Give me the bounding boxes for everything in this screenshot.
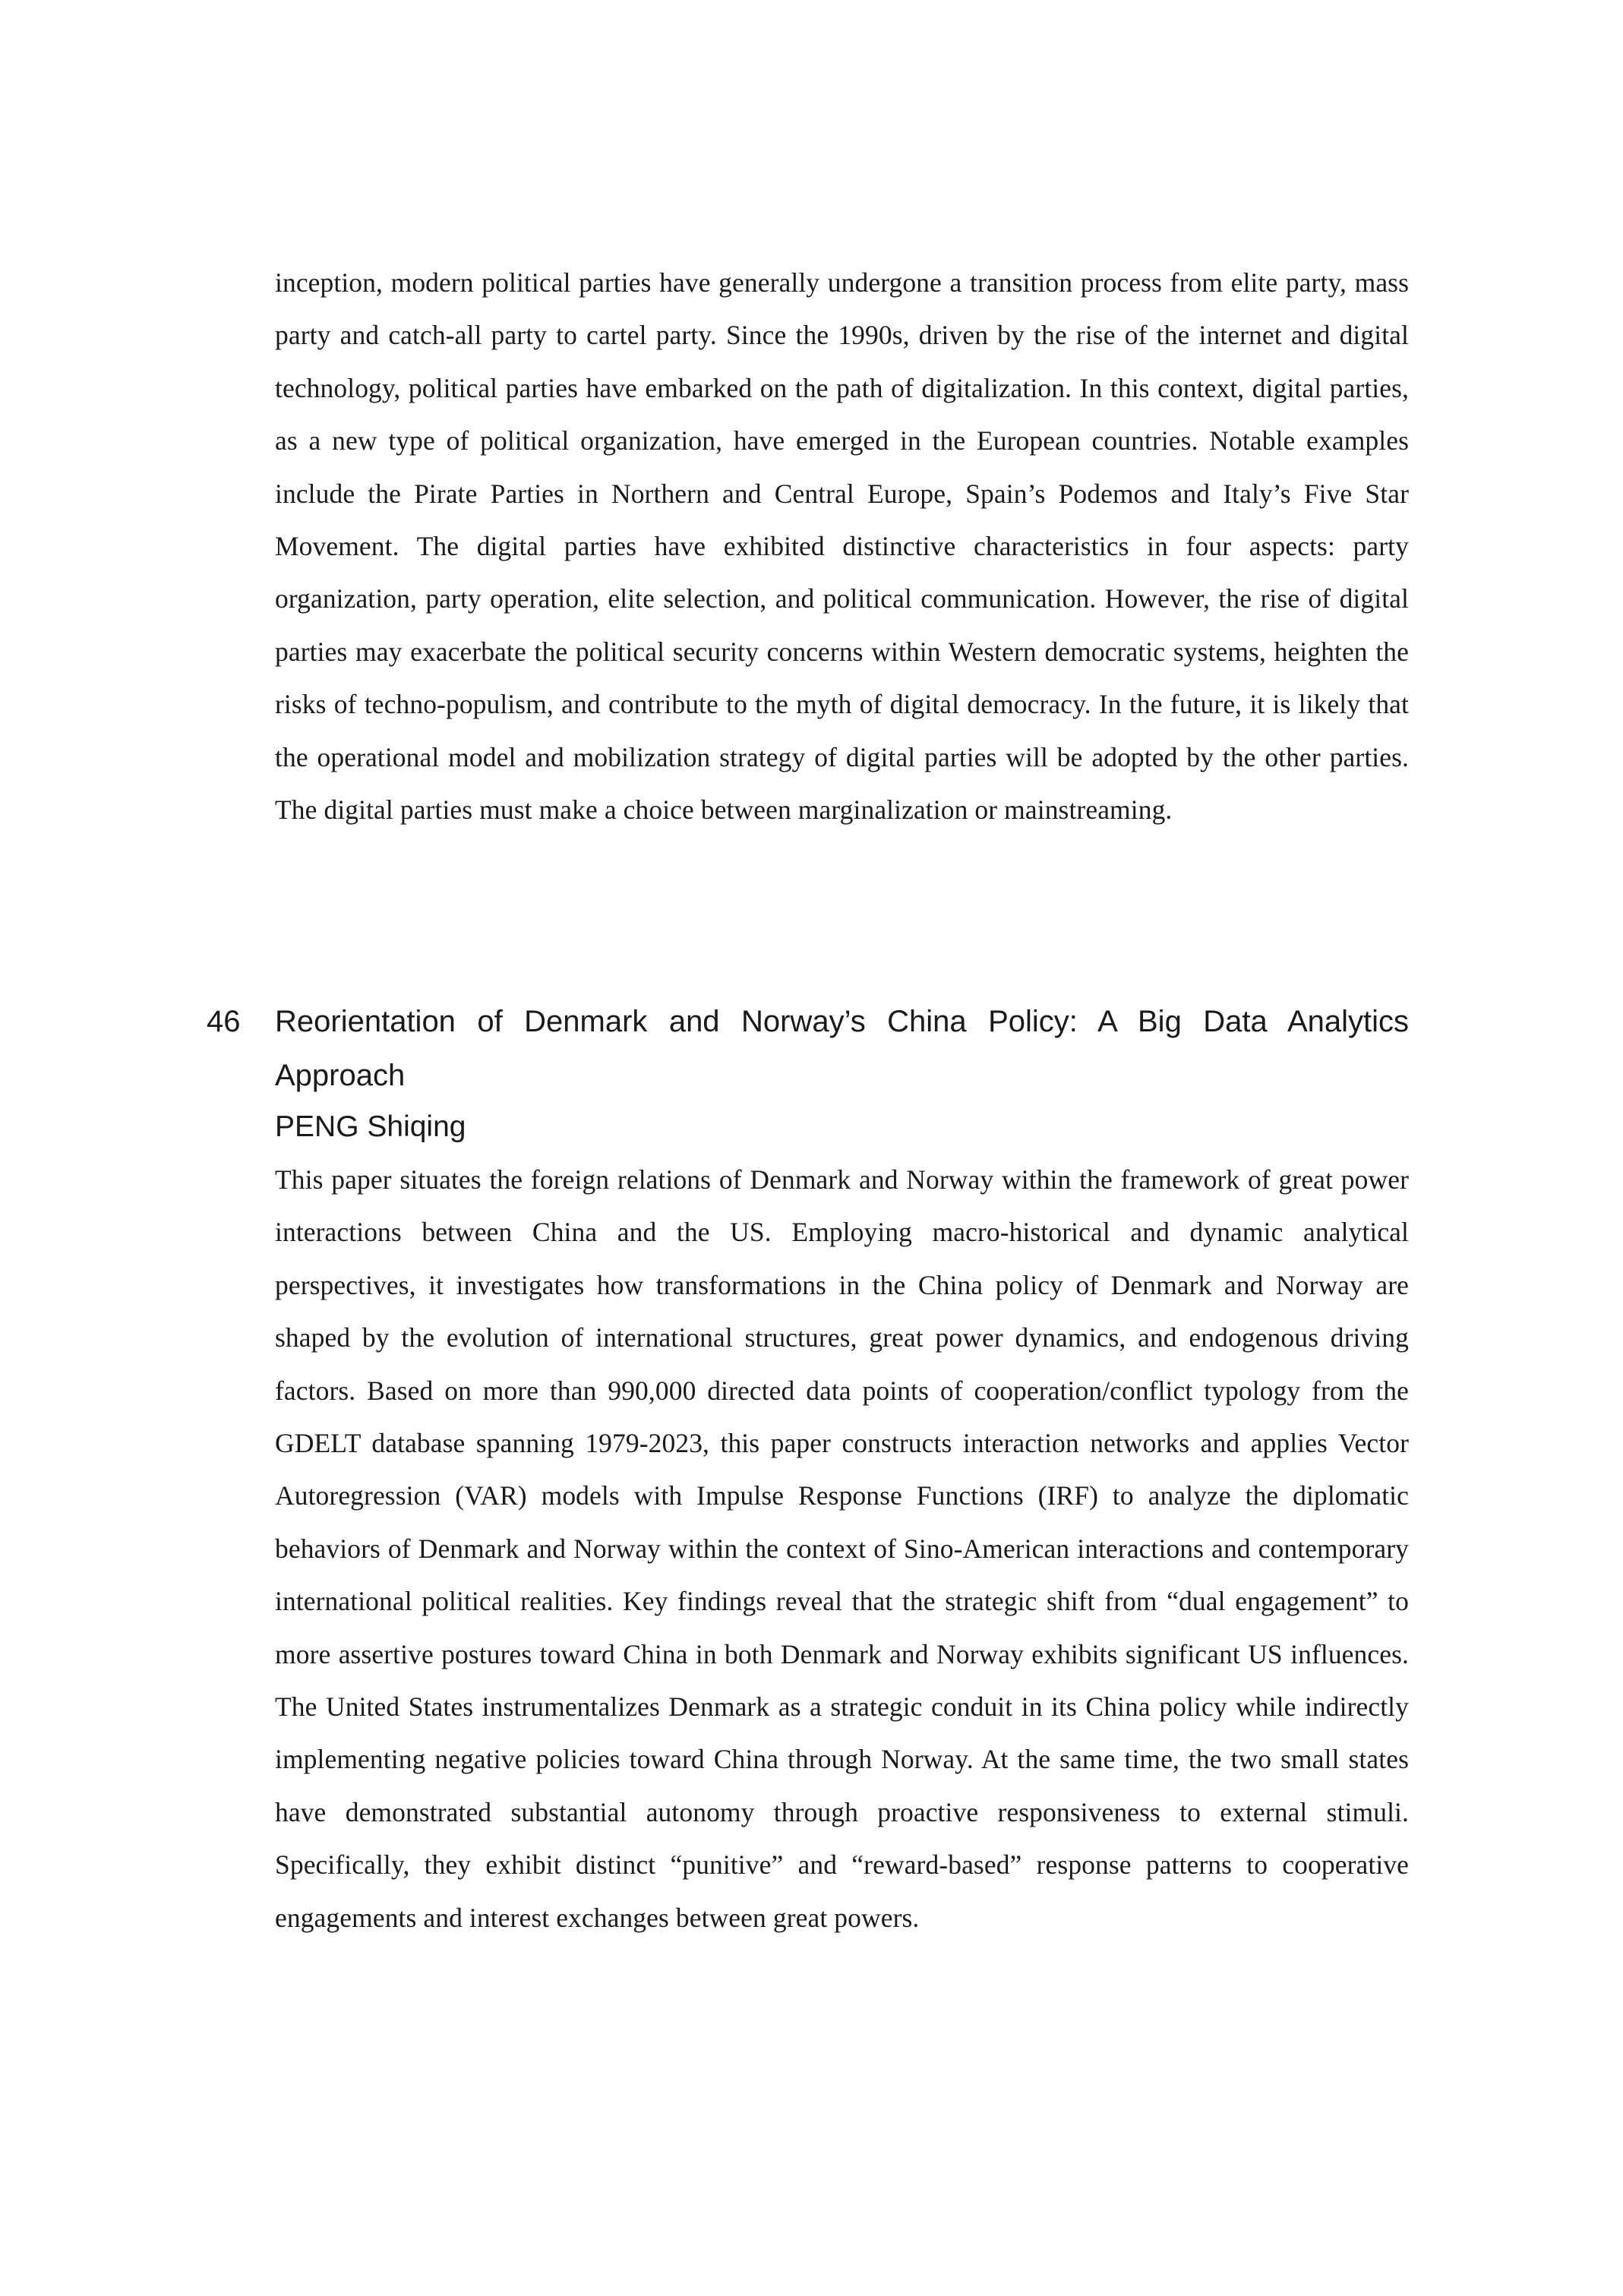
entry-number: 46 [207, 1005, 241, 1038]
entry-abstract-paragraph: This paper situates the foreign relations of Denmark and Norway within the framework of great power interactions between China and the US. Employing macro-historical and dynamic analytical perspectives, it investigates how transformations in the China policy of Denmark and Norway are shaped by the evolution of international structures, great power dynamics, and endogenous driving factors. Based on more than 990,000 directed data points of cooperation/conflict typology from the GDELT database spanning 1979-2023, this paper constructs interaction networks and applies Vector Autoregression (VAR) models with Impulse Response Functions (IRF) to analyze the diplomatic behaviors of Denmark and Norway within the context of Sino-American interactions and contemporary international political realities. Key findings reveal that the strategic shift from “dual engagement” to more assertive postures toward China in both Denmark and Norway exhibits significant US influences. The United States instrumentalizes Denmark as a strategic conduit in its China policy while indirectly implementing negative policies toward China through Norway. At the same time, the two small states have demonstrated substantial autonomy through proactive responsiveness to external stimuli. Specifically, they exhibit distinct “punitive” and “reward-based” response patterns to cooperative engagements and interest exchanges between great powers. [275, 1164, 1409, 1933]
entry-author: PENG Shiqing [275, 1110, 466, 1143]
continued-abstract-paragraph: inception, modern political parties have generally undergone a transition process from elite party, mass party and catch-all party to cartel party. Since the 1990s, driven by the rise of the internet and digital technology, political parties have embarked on the path of digitalization. In this context, digital parties, as a new type of political organization, have emerged in the European countries. Notable examples include the Pirate Parties in Northern and Central Europe, Spain’s Podemos and Italy’s Five Star Movement. The digital parties have exhibited distinctive characteristics in four aspects: party organization, party operation, elite selection, and political communication. However, the rise of digital parties may exacerbate the political security concerns within Western democratic systems, heighten the risks of techno-populism, and contribute to the myth of digital democracy. In the future, it is likely that the operational model and mobilization strategy of digital parties will be adopted by the other parties. The digital parties must make a choice between marginalization or mainstreaming. [275, 267, 1409, 826]
entry-title: Reorientation of Denmark and Norway’s China Policy: A Big Data Analytics Approach [275, 1005, 1409, 1092]
